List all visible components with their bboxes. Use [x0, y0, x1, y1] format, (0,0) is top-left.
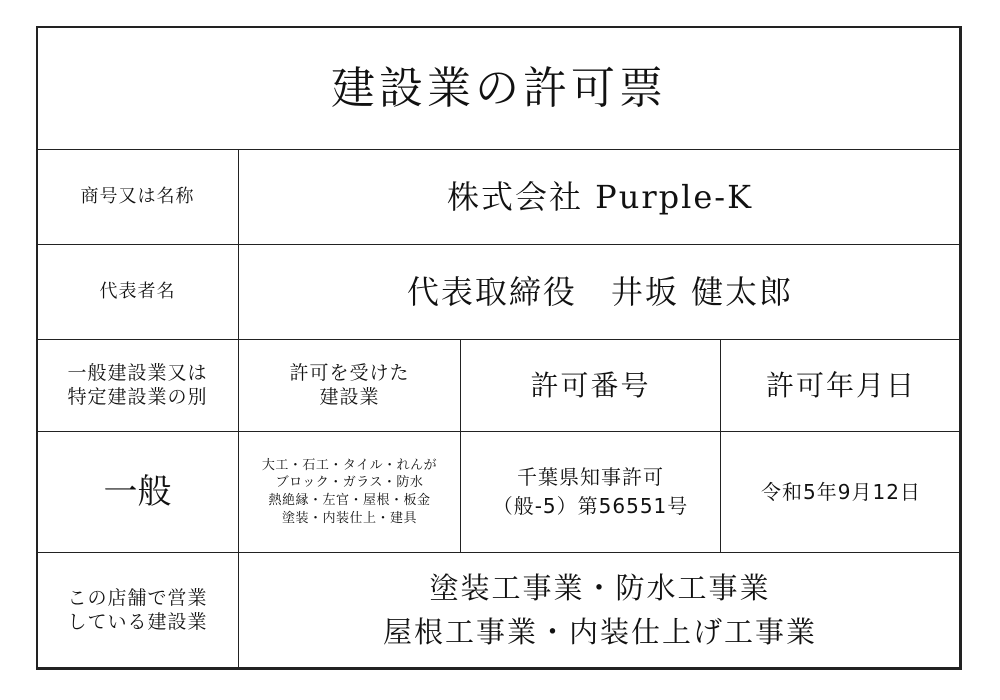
representative-label-cell: [36, 244, 239, 340]
board-title-text: 建設業の許可票: [331, 62, 667, 114]
representative-name: 代表取締役 井坂 健太郎: [406, 273, 794, 311]
date-header-cell: [720, 339, 962, 432]
permit-number-line2: （般-5）第56551号: [492, 494, 689, 518]
trades-line1: 大工・石工・タイル・れんが: [261, 457, 438, 473]
trades-header-line1: 許可を受けた: [289, 361, 410, 384]
company-name: 株式会社 Purple-K: [447, 178, 753, 216]
number-header: 許可番号: [530, 369, 651, 402]
license-board: [36, 26, 962, 670]
store-business-cell: [238, 552, 962, 669]
trades-line3: 熱絶縁・左官・屋根・板金: [268, 493, 431, 508]
store-business-line1: 塗装工事業・防水工事業: [429, 571, 771, 605]
company-value-cell: [238, 149, 962, 245]
trades-header-cell: [238, 339, 461, 432]
trades-header-line2: 建設業: [319, 385, 380, 408]
kind-label-cell: [36, 339, 239, 432]
trades-cell: [238, 431, 461, 553]
number-header-cell: [460, 339, 721, 432]
store-label-line1: この店舗で営業: [67, 586, 208, 609]
permit-date: 令和5年9月12日: [761, 479, 921, 504]
kind-cell: [36, 431, 239, 553]
representative-value-cell: [238, 244, 962, 340]
representative-label: 代表者名: [99, 280, 176, 302]
kind-label-line1: 一般建設業又は: [67, 361, 208, 384]
permit-number-cell: [460, 431, 721, 553]
company-label: 商号又は名称: [80, 185, 195, 207]
board-title: [36, 26, 962, 150]
trades-line2: ブロック・ガラス・防水: [275, 475, 424, 491]
store-business-line2: 屋根工事業・内装仕上げ工事業: [382, 614, 817, 649]
store-label-cell: [36, 552, 239, 669]
date-header: 許可年月日: [765, 369, 916, 402]
trades-line4: 塗装・内装仕上・建具: [281, 510, 417, 526]
permit-date-cell: [720, 431, 962, 553]
kind-label-line2: 特定建設業の別: [67, 385, 208, 408]
permit-number-line1: 千葉県知事許可: [517, 465, 664, 489]
permit-kind: 一般: [103, 471, 172, 512]
store-label-line2: している建設業: [67, 610, 208, 633]
company-label-cell: [36, 149, 239, 245]
